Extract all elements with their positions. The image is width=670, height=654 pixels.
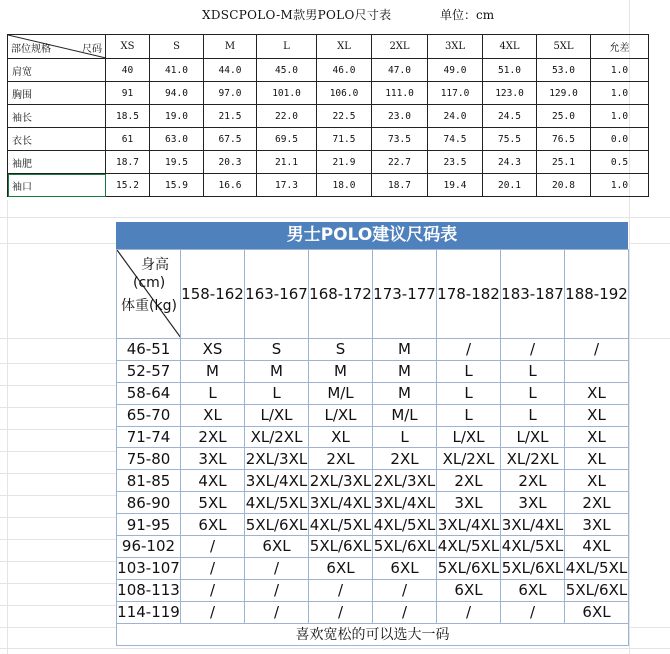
recommended-size-cell[interactable]: /	[181, 579, 245, 601]
recommended-size-cell[interactable]: L	[501, 360, 565, 382]
weight-row	[117, 426, 629, 448]
recommended-size-cell[interactable]: 5XL/6XL	[309, 537, 372, 556]
recommended-size-cell[interactable]: S	[245, 339, 309, 361]
measurement-value-cell[interactable]: 21.5	[204, 105, 257, 128]
recommended-size-cell[interactable]: 5XL/6XL	[565, 581, 628, 600]
measurement-value-cell[interactable]: 44.0	[204, 59, 257, 82]
recommended-size-cell[interactable]: XL	[565, 448, 629, 470]
measurement-value-cell[interactable]: 21.9	[317, 151, 372, 174]
weight-range-label[interactable]: 46-51	[117, 339, 181, 361]
size-header-cell: L	[257, 35, 317, 59]
recommended-size-cell[interactable]: XL/2XL	[437, 448, 501, 470]
size-header-cell: 3XL	[428, 35, 483, 59]
height-range-header: 158-162	[181, 250, 245, 339]
recommended-size-cell[interactable]: M/L	[373, 404, 437, 426]
measurement-part-label[interactable]: 袖口	[8, 174, 106, 197]
measurement-value-cell[interactable]: 18.7	[106, 151, 150, 174]
recommended-size-cell[interactable]: /	[437, 339, 501, 361]
measurement-value-cell[interactable]: 22.7	[372, 151, 428, 174]
recommended-size-cell[interactable]: 6XL	[565, 601, 629, 623]
measurement-value-cell[interactable]: 24.5	[483, 105, 537, 128]
recommended-size-cell[interactable]: 4XL/5XL	[373, 515, 436, 534]
size-header-cell: 5XL	[537, 35, 591, 59]
recommended-size-cell[interactable]: XL	[181, 404, 245, 426]
measurement-value-cell[interactable]: 41.0	[150, 59, 204, 82]
height-header-row	[117, 250, 629, 339]
recommended-size-cell[interactable]: M	[309, 360, 373, 382]
recommended-size-cell[interactable]: 3XL/4XL	[245, 471, 308, 490]
recommended-size-chart-title: 男士POLO建议尺码表	[116, 222, 628, 249]
recommended-size-cell[interactable]: 3XL/4XL	[309, 493, 372, 512]
measurement-value-cell[interactable]: 20.8	[537, 174, 591, 197]
measurement-part-label[interactable]: 衣长	[8, 128, 106, 151]
recommended-size-cell[interactable]: XL	[565, 470, 629, 492]
measurement-value-cell[interactable]: 25.0	[537, 105, 591, 128]
recommended-size-cell[interactable]: /	[181, 557, 245, 579]
measurement-value-cell[interactable]: 76.5	[537, 128, 591, 151]
measurement-value-cell[interactable]: 1.0	[591, 174, 649, 197]
recommended-size-cell[interactable]: 5XL	[181, 492, 245, 514]
recommended-size-cell[interactable]: 3XL/4XL	[501, 515, 564, 534]
garment-measurement-table	[7, 34, 649, 197]
recommended-size-cell[interactable]: 3XL	[501, 492, 565, 514]
recommended-size-cell[interactable]: XL/2XL	[245, 426, 309, 448]
weight-row	[117, 382, 629, 404]
weight-row	[117, 601, 629, 623]
measurement-value-cell[interactable]: 46.0	[317, 59, 372, 82]
recommended-size-cell[interactable]: 2XL	[181, 426, 245, 448]
weight-row	[117, 448, 629, 470]
recommended-size-cell[interactable]: M	[373, 382, 437, 404]
measurement-value-cell[interactable]: 47.0	[372, 59, 428, 82]
measurement-value-cell[interactable]: 20.3	[204, 151, 257, 174]
recommended-size-cell[interactable]: XL	[309, 426, 373, 448]
measurement-value-cell[interactable]: 15.2	[106, 174, 150, 197]
recommended-size-cell[interactable]: 2XL/3XL	[309, 471, 372, 490]
recommended-size-cell[interactable]: 5XL/6XL	[501, 559, 564, 578]
recommended-size-cell[interactable]: 4XL/5XL	[437, 537, 500, 556]
recommended-size-cell[interactable]: 2XL	[373, 448, 437, 470]
corner-size-label: 尺码	[82, 44, 102, 55]
recommended-size-table	[116, 249, 629, 646]
recommended-size-cell[interactable]: /	[181, 536, 245, 558]
measurement-row	[8, 174, 649, 197]
weight-row	[117, 404, 629, 426]
weight-row	[117, 514, 629, 536]
weight-row	[117, 579, 629, 601]
height-range-header: 178-182	[437, 250, 501, 339]
measurement-value-cell[interactable]: 69.5	[257, 128, 317, 151]
measurement-value-cell[interactable]: 40	[106, 59, 150, 82]
height-weight-corner-cell	[117, 250, 181, 339]
recommended-size-cell[interactable]: 6XL	[245, 536, 309, 558]
height-range-header: 168-172	[309, 250, 373, 339]
recommended-size-cell[interactable]: M	[373, 360, 437, 382]
corner-part-label: 部位规格	[11, 44, 51, 55]
recommended-size-chart	[116, 222, 629, 646]
recommended-size-cell[interactable]: /	[309, 601, 373, 623]
recommended-size-cell[interactable]: /	[501, 339, 565, 361]
measurement-header-row	[8, 35, 649, 59]
size-header-cell: S	[150, 35, 204, 59]
recommended-size-cell[interactable]: L	[245, 382, 309, 404]
size-chart-title-row	[0, 6, 670, 24]
recommended-size-cell[interactable]: /	[437, 601, 501, 623]
measurement-value-cell[interactable]: 73.5	[372, 128, 428, 151]
measurement-value-cell[interactable]: 17.3	[257, 174, 317, 197]
measurement-value-cell[interactable]: 1.0	[591, 105, 649, 128]
measurement-value-cell[interactable]: 19.0	[150, 105, 204, 128]
measurement-value-cell[interactable]: 23.5	[428, 151, 483, 174]
measurement-value-cell[interactable]: 22.0	[257, 105, 317, 128]
measurement-part-label[interactable]: 袖长	[8, 105, 106, 128]
recommended-size-cell[interactable]: L/XL	[309, 404, 373, 426]
weight-row	[117, 557, 629, 579]
recommended-size-cell[interactable]: 4XL/5XL	[309, 515, 372, 534]
weight-range-label[interactable]: 81-85	[117, 470, 181, 492]
measurement-value-cell[interactable]: 23.0	[372, 105, 428, 128]
recommended-size-cell[interactable]: L	[437, 404, 501, 426]
recommended-size-cell[interactable]: L	[501, 382, 565, 404]
recommended-size-cell[interactable]: /	[373, 601, 437, 623]
recommended-size-cell[interactable]: 2XL	[437, 470, 501, 492]
measurement-corner-cell	[8, 35, 106, 59]
measurement-value-cell[interactable]: 97.0	[204, 82, 257, 105]
corner-weight-label: 体重(kg)	[121, 298, 177, 314]
note-row	[117, 623, 629, 645]
recommended-size-cell[interactable]: /	[501, 601, 565, 623]
recommended-size-cell[interactable]: 3XL	[437, 492, 501, 514]
recommended-size-cell[interactable]: L	[373, 426, 437, 448]
measurement-value-cell[interactable]: 24.3	[483, 151, 537, 174]
measurement-value-cell[interactable]: 117.0	[428, 82, 483, 105]
recommended-size-cell[interactable]: XL	[565, 404, 629, 426]
weight-range-label[interactable]: 65-70	[117, 404, 181, 426]
measurement-value-cell[interactable]: 22.5	[317, 105, 372, 128]
unit-label: 单位：cm	[440, 8, 495, 22]
measurement-value-cell[interactable]: 53.0	[537, 59, 591, 82]
measurement-value-cell[interactable]: 51.0	[483, 59, 537, 82]
recommended-size-cell[interactable]: 6XL	[437, 579, 501, 601]
measurement-value-cell[interactable]: 15.9	[150, 174, 204, 197]
recommended-size-cell[interactable]: M	[245, 360, 309, 382]
measurement-value-cell[interactable]: 123.0	[483, 82, 537, 105]
measurement-value-cell[interactable]: 67.5	[204, 128, 257, 151]
measurement-value-cell[interactable]: 71.5	[317, 128, 372, 151]
corner-height-label: 身高	[141, 257, 169, 273]
measurement-row	[8, 105, 649, 128]
measurement-value-cell[interactable]: 18.7	[372, 174, 428, 197]
recommended-size-cell[interactable]: 4XL/5XL	[245, 493, 308, 512]
recommended-size-cell[interactable]: XL	[565, 382, 629, 404]
recommended-size-cell[interactable]: 6XL	[373, 557, 437, 579]
weight-range-label[interactable]: 71-74	[117, 426, 181, 448]
measurement-value-cell[interactable]: 49.0	[428, 59, 483, 82]
measurement-value-cell[interactable]: 94.0	[150, 82, 204, 105]
recommended-size-cell[interactable]: M/L	[309, 382, 373, 404]
measurement-value-cell[interactable]: 106.0	[317, 82, 372, 105]
measurement-part-label[interactable]: 胸围	[8, 82, 106, 105]
size-header-cell: XL	[317, 35, 372, 59]
weight-range-label[interactable]: 96-102	[117, 536, 181, 558]
measurement-value-cell[interactable]: 75.5	[483, 128, 537, 151]
weight-row	[117, 339, 629, 361]
weight-range-label[interactable]: 52-57	[117, 360, 181, 382]
tolerance-header-cell: 允差	[591, 35, 649, 59]
recommended-size-cell[interactable]: 4XL/5XL	[501, 537, 564, 556]
weight-row	[117, 360, 629, 382]
measurement-value-cell[interactable]: 61	[106, 128, 150, 151]
recommended-size-cell[interactable]: M	[181, 360, 245, 382]
height-range-header: 163-167	[245, 250, 309, 339]
measurement-value-cell[interactable]: 0.0	[591, 128, 649, 151]
measurement-row	[8, 128, 649, 151]
weight-range-label[interactable]: 114-119	[117, 603, 180, 622]
height-range-header: 173-177	[373, 250, 437, 339]
size-header-cell: XS	[106, 35, 150, 59]
measurement-value-cell[interactable]: 19.5	[150, 151, 204, 174]
weight-range-label[interactable]: 86-90	[117, 492, 181, 514]
recommended-size-cell[interactable]: XS	[181, 339, 245, 361]
recommended-size-cell[interactable]: S	[309, 339, 373, 361]
recommended-size-cell[interactable]: /	[245, 557, 309, 579]
measurement-row	[8, 151, 649, 174]
measurement-value-cell[interactable]: 24.0	[428, 105, 483, 128]
recommended-size-cell[interactable]: L/XL	[437, 426, 501, 448]
recommended-size-cell[interactable]: /	[373, 579, 437, 601]
weight-range-label[interactable]: 75-80	[117, 448, 181, 470]
measurement-value-cell[interactable]: 1.0	[591, 59, 649, 82]
measurement-value-cell[interactable]: 74.5	[428, 128, 483, 151]
measurement-value-cell[interactable]: 21.1	[257, 151, 317, 174]
recommended-size-cell[interactable]: 6XL	[309, 557, 373, 579]
measurement-value-cell[interactable]: 1.0	[591, 82, 649, 105]
corner-cm-label: (cm)	[133, 275, 166, 291]
weight-row	[117, 470, 629, 492]
recommended-size-cell[interactable]: 4XL	[565, 536, 629, 558]
recommended-size-cell[interactable]: 2XL	[309, 448, 373, 470]
height-range-header: 183-187	[501, 250, 565, 339]
recommended-size-cell[interactable]: /	[309, 579, 373, 601]
measurement-value-cell[interactable]: 129.0	[537, 82, 591, 105]
measurement-value-cell[interactable]: 91	[106, 82, 150, 105]
recommended-size-cell[interactable]: 4XL/5XL	[565, 559, 628, 578]
measurement-value-cell[interactable]: 25.1	[537, 151, 591, 174]
weight-range-label[interactable]: 58-64	[117, 382, 181, 404]
weight-row	[117, 536, 629, 558]
recommended-size-cell[interactable]: 4XL	[181, 470, 245, 492]
size-header-cell: M	[204, 35, 257, 59]
size-header-cell: 4XL	[483, 35, 537, 59]
recommended-size-cell[interactable]: /	[245, 579, 309, 601]
recommended-size-cell[interactable]: XL/2XL	[501, 448, 565, 470]
recommended-size-cell[interactable]: 5XL/6XL	[373, 537, 436, 556]
recommended-size-cell[interactable]: /	[565, 339, 629, 361]
recommended-size-cell[interactable]: 3XL/4XL	[437, 515, 500, 534]
recommended-size-cell[interactable]: L/XL	[501, 426, 565, 448]
measurement-part-label[interactable]: 肩宽	[8, 59, 106, 82]
recommended-size-cell[interactable]: L	[437, 360, 501, 382]
size-chart-title: XDSCPOLO-M款男POLO尺寸表	[202, 8, 392, 22]
recommended-size-cell[interactable]: 6XL	[501, 579, 565, 601]
recommended-size-cell[interactable]: 3XL/4XL	[373, 493, 436, 512]
measurement-part-label[interactable]: 袖肥	[8, 151, 106, 174]
recommended-size-cell[interactable]: 2XL/3XL	[245, 449, 308, 468]
recommended-size-cell[interactable]: L	[181, 382, 245, 404]
recommended-size-cell[interactable]: 3XL	[181, 448, 245, 470]
size-advice-note: 喜欢宽松的可以选大一码	[117, 623, 629, 645]
recommended-size-cell[interactable]: /	[245, 601, 309, 623]
measurement-value-cell[interactable]: 16.6	[204, 174, 257, 197]
measurement-value-cell[interactable]: 20.1	[483, 174, 537, 197]
recommended-size-cell[interactable]: XL	[565, 426, 629, 448]
recommended-size-cell[interactable]	[565, 360, 629, 382]
size-header-cell: 2XL	[372, 35, 428, 59]
recommended-size-cell[interactable]: L	[501, 404, 565, 426]
weight-range-label[interactable]: 103-107	[117, 559, 180, 578]
recommended-size-cell[interactable]: 6XL	[181, 514, 245, 536]
recommended-size-cell[interactable]: 2XL	[501, 470, 565, 492]
measurement-row	[8, 59, 649, 82]
recommended-size-cell[interactable]: L/XL	[245, 404, 309, 426]
measurement-value-cell[interactable]: 0.5	[591, 151, 649, 174]
recommended-size-cell[interactable]: 2XL	[565, 492, 629, 514]
recommended-size-cell[interactable]: /	[181, 601, 245, 623]
recommended-size-cell[interactable]: 5XL/6XL	[245, 515, 308, 534]
measurement-value-cell[interactable]: 111.0	[372, 82, 428, 105]
weight-range-label[interactable]: 91-95	[117, 514, 181, 536]
height-range-header: 188-192	[565, 250, 629, 339]
measurement-value-cell[interactable]: 18.0	[317, 174, 372, 197]
recommended-size-cell[interactable]: 2XL/3XL	[373, 471, 436, 490]
measurement-value-cell[interactable]: 45.0	[257, 59, 317, 82]
measurement-value-cell[interactable]: 18.5	[106, 105, 150, 128]
recommended-size-cell[interactable]: 5XL/6XL	[437, 559, 500, 578]
recommended-size-cell[interactable]: M	[373, 339, 437, 361]
weight-row	[117, 492, 629, 514]
measurement-value-cell[interactable]: 63.0	[150, 128, 204, 151]
measurement-value-cell[interactable]: 101.0	[257, 82, 317, 105]
recommended-size-cell[interactable]: L	[437, 382, 501, 404]
measurement-row	[8, 82, 649, 105]
measurement-value-cell[interactable]: 19.4	[428, 174, 483, 197]
weight-range-label[interactable]: 108-113	[117, 581, 180, 600]
recommended-size-cell[interactable]: 3XL	[565, 514, 629, 536]
